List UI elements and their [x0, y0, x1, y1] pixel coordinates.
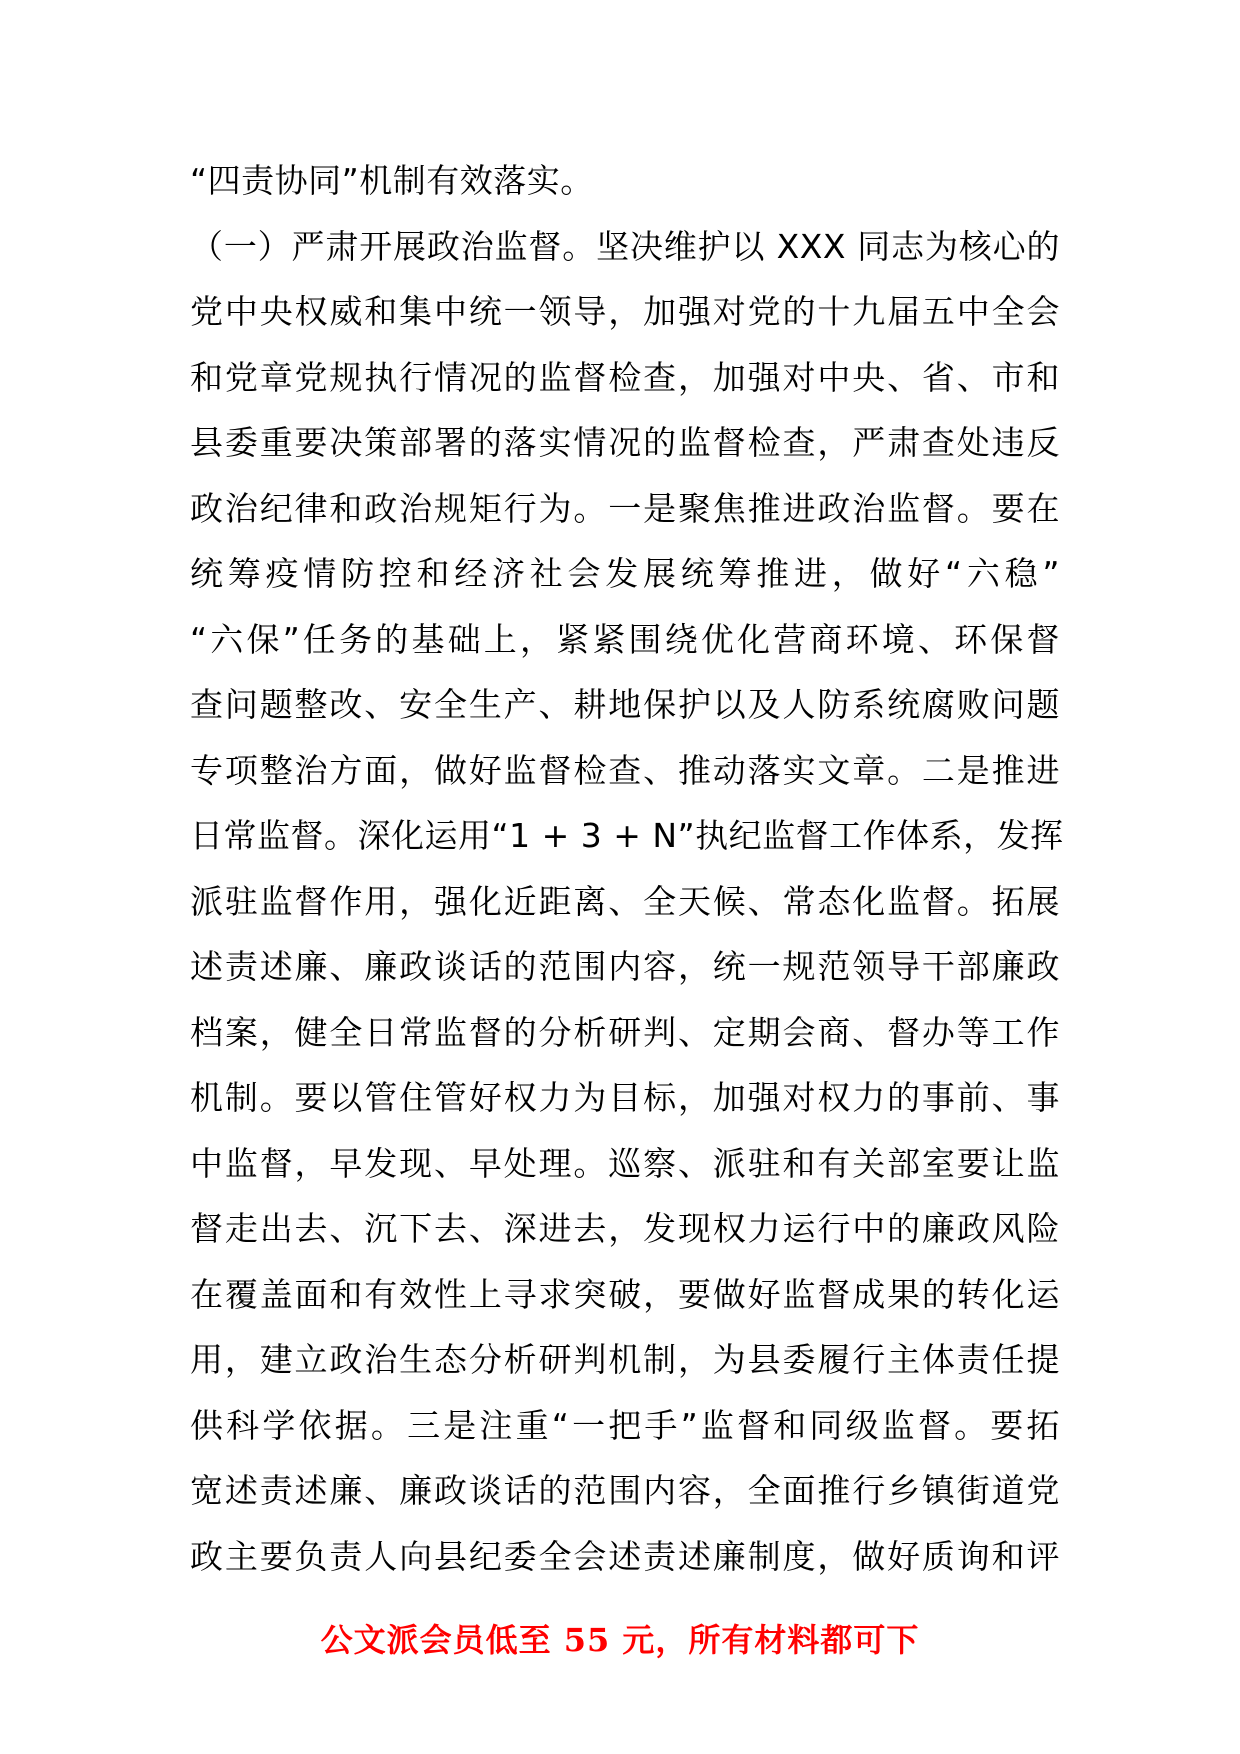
- paragraph-line: 机制。要以管住管好权力为目标，加强对权力的事前、事: [190, 1078, 1060, 1117]
- paragraph-line: 统筹疫情防控和经济社会发展统筹推进，做好“六稳”: [190, 554, 1060, 593]
- paragraph-line: 查问题整改、安全生产、耕地保护以及人防系统腐败问题: [190, 685, 1060, 724]
- paragraph-line: 县委重要决策部署的落实情况的监督检查，严肃查处违反: [190, 423, 1060, 462]
- paragraph-line: 政主要负责人向县纪委全会述责述廉制度，做好质询和评: [190, 1536, 1060, 1576]
- paragraph-line: 党中央权威和集中统一领导，加强对党的十九届五中全会: [190, 292, 1060, 331]
- paragraph-line: 政治纪律和政治规矩行为。一是聚焦推进政治监督。要在: [190, 488, 1060, 528]
- paragraph-line: 专项整治方面，做好监督检查、推动落实文章。二是推进: [190, 750, 1060, 790]
- paragraph-line: 用，建立政治生态分析研判机制，为县委履行主体责任提: [190, 1340, 1060, 1379]
- paragraph-line: 日常监督。深化运用“1 + 3 + N”执纪监督工作体系，发挥: [190, 816, 1064, 855]
- paragraph-line: （一）严肃开展政治监督。坚决维护以 XXX 同志为核心的: [190, 226, 1060, 266]
- paragraph-line: 中监督，早发现、早处理。巡察、派驻和有关部室要让监: [190, 1143, 1060, 1183]
- paragraph-line: 和党章党规执行情况的监督检查，加强对中央、省、市和: [190, 357, 1060, 397]
- paragraph-line: 派驻监督作用，强化近距离、全天候、常态化监督。拓展: [190, 881, 1060, 921]
- paragraph-line: 档案，健全日常监督的分析研判、定期会商、督办等工作: [190, 1012, 1060, 1052]
- paragraph-line: 在覆盖面和有效性上寻求突破，要做好监督成果的转化运: [190, 1274, 1060, 1314]
- paragraph-line: 督走出去、沉下去、深进去，发现权力运行中的廉政风险: [190, 1209, 1060, 1248]
- paragraph-line: 宽述责述廉、廉政谈话的范围内容，全面推行乡镇街道党: [190, 1471, 1060, 1510]
- promo-footer: 公文派会员低至 55 元，所有材料都可下: [320, 1621, 920, 1659]
- paragraph-line: 供科学依据。三是注重“一把手”监督和同级监督。要拓: [190, 1405, 1060, 1445]
- paragraph-line: 述责述廉、廉政谈话的范围内容，统一规范领导干部廉政: [190, 947, 1060, 986]
- paragraph-line: “六保”任务的基础上，紧紧围绕优化营商环境、环保督: [190, 619, 1060, 659]
- paragraph-line: “四责协同”机制有效落实。: [190, 161, 594, 200]
- document-body: [190, 148, 1064, 1589]
